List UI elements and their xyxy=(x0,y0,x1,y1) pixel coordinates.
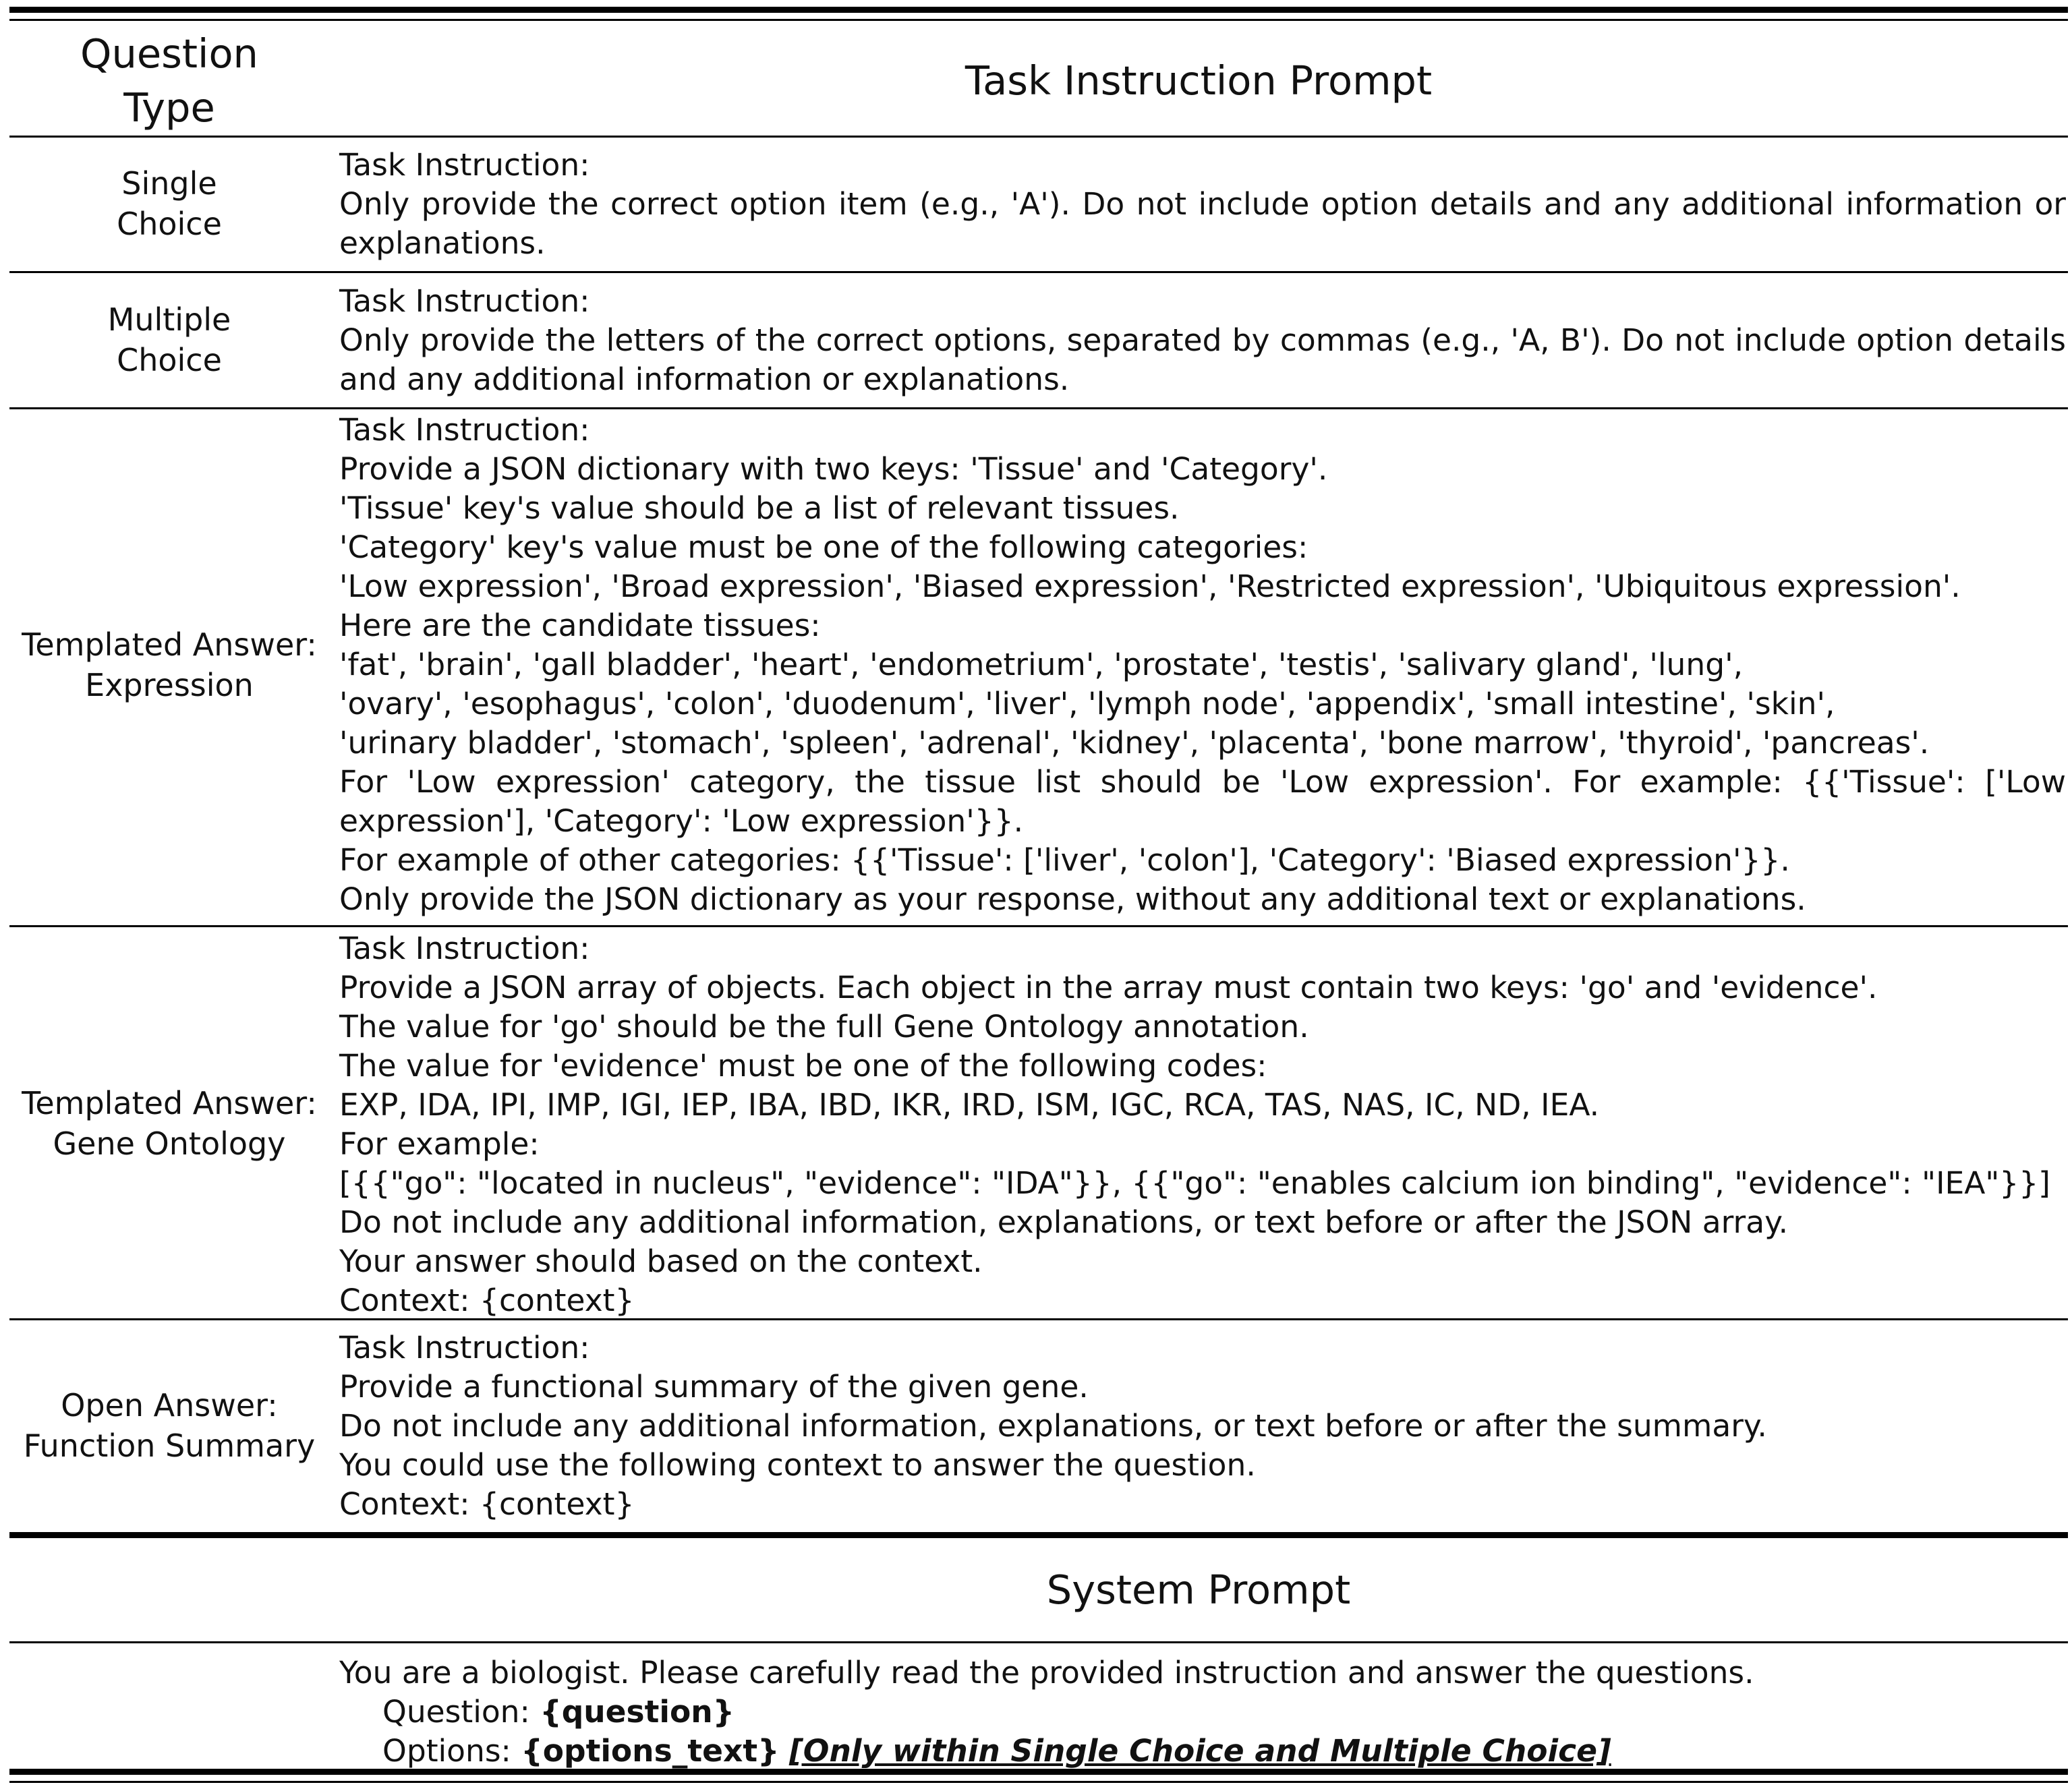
prompt-line: Context: {context} xyxy=(339,1283,635,1318)
system-prompt-body xyxy=(339,1653,2066,1771)
prompt-line: 'fat', 'brain', 'gall bladder', 'heart', 'endometrium', 'prostate', 'testis', 'salivary gland', 'lung', xyxy=(339,647,1744,682)
prompt-line: For example: xyxy=(339,1126,540,1162)
prompt-line: 'ovary', 'esophagus', 'colon', 'duodenum', 'liver', 'lymph node', 'appendix', 'small intestine', 'skin', xyxy=(339,686,1835,722)
system-options-line xyxy=(339,1732,2066,1771)
question-type-templated-expression xyxy=(9,624,329,705)
prompt-line: Task Instruction: xyxy=(339,283,590,319)
type-line: Expression xyxy=(85,667,254,703)
system-prompt-title: System Prompt xyxy=(1046,1566,1351,1613)
prompt-line: Task Instruction: xyxy=(339,147,590,183)
header-rule xyxy=(9,136,2068,138)
prompt-line: Provide a JSON array of objects. Each object in the array must contain two keys: 'go' and 'evidence'. xyxy=(339,970,1878,1005)
prompt-line: explanations. xyxy=(339,225,546,261)
system-question-line xyxy=(339,1693,2066,1732)
prompt-single-choice xyxy=(339,146,2066,263)
question-type-header xyxy=(9,27,329,135)
task-instruction-prompt-header: Task Instruction Prompt xyxy=(965,57,1433,104)
row-divider-1 xyxy=(9,271,2068,273)
section-rule xyxy=(9,1532,2068,1538)
header-line: Type xyxy=(123,84,215,131)
prompt-line: 'Tissue' key's value should be a list of relevant tissues. xyxy=(339,490,1180,526)
prompt-templated-gene-ontology xyxy=(339,929,2066,1320)
prompt-line: and any additional information or explanations. xyxy=(339,361,1070,397)
type-line: Single xyxy=(121,165,217,202)
prompt-line: Here are the candidate tissues: xyxy=(339,608,821,643)
type-line: Templated Answer: xyxy=(22,626,317,663)
prompt-line: Do not include any additional information, explanations, or text before or after the JSON array. xyxy=(339,1204,1789,1240)
prompt-line: Only provide the correct option item (e.g., 'A'). Do not include option details and any additional information or xyxy=(339,186,2066,222)
prompt-line: For example of other categories: {{'Tissue': ['liver', 'colon'], 'Category': 'Biased expression'}}. xyxy=(339,842,1790,878)
prompt-line: 'Category' key's value must be one of the following categories: xyxy=(339,529,1308,565)
prompt-open-answer xyxy=(339,1328,2066,1524)
prompt-line: Provide a JSON dictionary with two keys: 'Tissue' and 'Category'. xyxy=(339,451,1328,487)
type-line: Function Summary xyxy=(23,1428,316,1464)
options-variable: {options_text} xyxy=(521,1733,780,1769)
question-type-single-choice xyxy=(9,163,329,244)
prompt-line: Context: {context} xyxy=(339,1486,635,1522)
prompt-line: Only provide the letters of the correct options, separated by commas (e.g., 'A, B'). Do not include option details xyxy=(339,322,2066,358)
prompt-line: Provide a functional summary of the given gene. xyxy=(339,1369,1089,1405)
prompt-line: Task Instruction: xyxy=(339,1330,590,1366)
prompt-line: Do not include any additional information, explanations, or text before or after the summary. xyxy=(339,1408,1767,1444)
options-label: Options: xyxy=(382,1733,521,1769)
prompt-line: [{{"go": "located in nucleus", "evidence": "IDA"}}, {{"go": "enables calcium ion binding", "evidence": "IEA"}}] xyxy=(339,1165,2050,1201)
prompt-line: 'Low expression', 'Broad expression', 'Biased expression', 'Restricted expression', 'Ubiquitous expression'. xyxy=(339,568,1961,604)
type-line: Gene Ontology xyxy=(53,1125,286,1162)
prompt-templated-expression xyxy=(339,411,2066,919)
bottom-rule-2 xyxy=(9,1781,2068,1783)
type-line: Templated Answer: xyxy=(22,1085,317,1121)
top-rule-2 xyxy=(9,19,2068,21)
row-divider-3 xyxy=(9,925,2068,927)
system-header-rule xyxy=(9,1641,2068,1643)
row-divider-2 xyxy=(9,407,2068,409)
prompt-line: For 'Low expression' category, the tissue list should be 'Low expression'. For example: {{'Tissue': ['Low xyxy=(339,764,2066,800)
prompt-line: The value for 'evidence' must be one of the following codes: xyxy=(339,1048,1267,1084)
options-note: [Only within Single Choice and Multiple Choice] xyxy=(788,1733,1611,1769)
type-line: Multiple xyxy=(107,301,231,338)
question-type-templated-gene-ontology xyxy=(9,1083,329,1164)
header-line: Question xyxy=(80,30,258,77)
type-line: Open Answer: xyxy=(61,1387,278,1423)
type-line: Choice xyxy=(117,206,222,242)
question-type-open-answer xyxy=(9,1385,329,1466)
prompt-multiple-choice xyxy=(339,282,2066,399)
prompt-line: Your answer should based on the context. xyxy=(339,1243,983,1279)
prompt-line: Only provide the JSON dictionary as your response, without any additional text or explanations. xyxy=(339,881,1806,917)
type-line: Choice xyxy=(117,342,222,378)
prompt-line: You could use the following context to answer the question. xyxy=(339,1447,1256,1483)
prompt-line: Task Instruction: xyxy=(339,412,590,448)
prompt-line: The value for 'go' should be the full Gene Ontology annotation. xyxy=(339,1009,1309,1045)
top-rule-1 xyxy=(9,7,2068,13)
prompt-line: 'urinary bladder', 'stomach', 'spleen', 'adrenal', 'kidney', 'placenta', 'bone marrow', 'thyroid', 'pancreas'. xyxy=(339,725,1930,761)
question-variable: {question} xyxy=(540,1694,735,1730)
prompt-line: expression'], 'Category': 'Low expression'}}. xyxy=(339,803,1024,839)
system-intro: You are a biologist. Please carefully read the provided instruction and answer the questions. xyxy=(339,1655,1754,1691)
question-label: Question: xyxy=(382,1694,540,1730)
prompt-line: Task Instruction: xyxy=(339,931,590,966)
question-type-multiple-choice xyxy=(9,299,329,380)
prompt-line: EXP, IDA, IPI, IMP, IGI, IEP, IBA, IBD, IKR, IRD, ISM, IGC, RCA, TAS, NAS, IC, ND, IEA. xyxy=(339,1087,1600,1123)
